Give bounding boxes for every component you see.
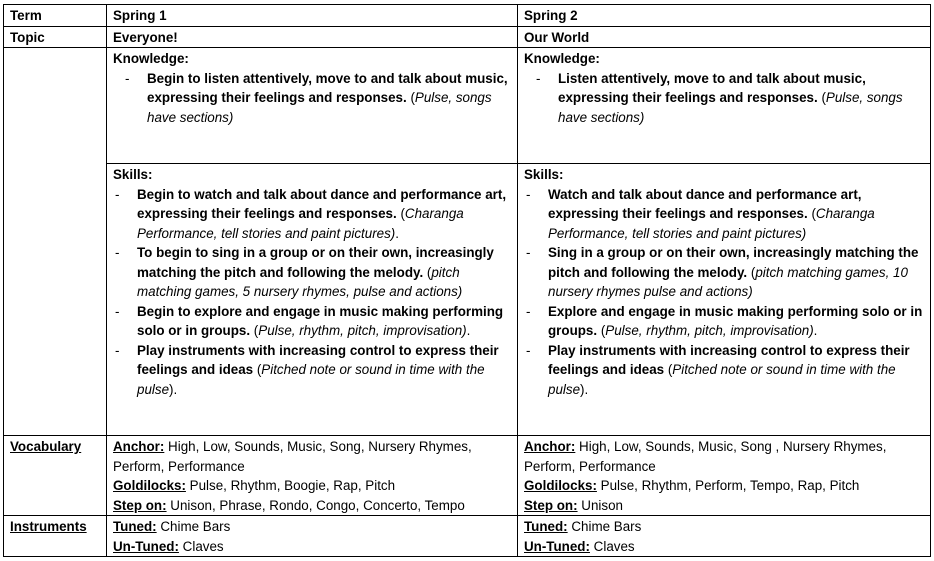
spring1-topic: Everyone! — [107, 26, 518, 48]
knowledge-row — [4, 48, 931, 164]
item-mid-text: ( — [250, 323, 259, 338]
topic-label: Topic — [4, 26, 107, 48]
item-bold-text: Play instruments with increasing control to express their feelings and ideas — [548, 342, 910, 377]
list-item — [113, 69, 511, 128]
goldilocks-words: Pulse, Rhythm, Boogie, Rap, Pitch — [185, 478, 396, 493]
list-item — [113, 185, 511, 244]
term-label: Term — [4, 5, 107, 27]
anchor-label: Anchor: — [524, 439, 576, 454]
step-on-label: Step on: — [524, 497, 578, 513]
untuned-instruments: Claves — [589, 538, 635, 554]
step-on-words: Unison, Phrase, Rondo, Congo, Concerto, Tempo — [166, 497, 465, 513]
spring1-term: Spring 1 — [107, 5, 518, 27]
spring1-skills-heading: Skills: — [113, 167, 153, 182]
instruments-label: Instruments — [4, 516, 107, 557]
item-tail-text: . — [813, 323, 818, 338]
item-bold-text: Sing in a group or on their own, increasingly matching the pitch and following the melody. — [548, 245, 919, 280]
skills-row — [4, 164, 931, 436]
item-bold-text: Watch and talk about dance and performance art, expressing their feelings and responses. — [548, 186, 862, 221]
spring1-knowledge-list — [113, 69, 511, 128]
spring2-topic: Our World — [518, 26, 931, 48]
tuned-instruments: Chime Bars — [567, 519, 642, 534]
item-ital-text: Pulse, songs have sections) — [558, 90, 903, 125]
item-mid-text: ( — [396, 206, 405, 221]
step-on-label: Step on: — [113, 497, 167, 513]
goldilocks-label: Goldilocks: — [524, 478, 597, 493]
item-tail-text: ). — [169, 381, 178, 397]
list-item — [524, 243, 924, 302]
anchor-words: High, Low, Sounds, Music, Song, Nursery Rhymes, Perform, Performance — [113, 439, 472, 474]
untuned-label: Un-Tuned: — [524, 538, 590, 554]
item-ital-text: Charanga Performance, tell stories and paint pictures) — [548, 206, 875, 241]
item-mid-text: ( — [423, 264, 432, 280]
spring2-vocabulary-cell — [518, 436, 931, 516]
list-item — [113, 302, 511, 341]
list-item — [524, 302, 924, 341]
untuned-instruments: Claves — [178, 538, 224, 554]
item-bold-text: Begin to explore and engage in music making performing solo or in groups. — [137, 303, 504, 338]
item-ital-text: Pitched note or sound in time with the pulse — [137, 362, 485, 397]
curriculum-table — [3, 4, 931, 557]
blank-label-cell — [4, 48, 107, 436]
item-ital-text: pitch matching games, 10 nursery rhymes pulse and actions) — [548, 264, 908, 299]
vocabulary-row — [4, 436, 931, 516]
spring1-instruments-cell — [107, 516, 518, 557]
item-mid-text: ( — [817, 90, 826, 105]
spring1-knowledge-cell — [107, 48, 518, 164]
tuned-label: Tuned: — [113, 519, 157, 534]
item-bold-text: Listen attentively, move to and talk about music, expressing their feelings and responses. — [558, 70, 866, 105]
item-bold-text: Begin to watch and talk about dance and performance art, expressing their feelings and responses. — [137, 186, 507, 221]
item-tail-text: . — [395, 225, 399, 241]
item-mid-text: ( — [664, 362, 673, 377]
item-bold-text: To begin to sing in a group or on their own, increasingly matching the pitch and following the melody. — [137, 245, 494, 280]
spring2-skills-cell — [518, 164, 931, 436]
item-mid-text: ( — [406, 90, 415, 105]
item-mid-text: ( — [807, 206, 816, 221]
item-mid-text: ( — [747, 264, 756, 280]
spring1-knowledge-heading: Knowledge: — [113, 51, 189, 66]
item-mid-text: ( — [597, 323, 606, 338]
spring2-term: Spring 2 — [518, 5, 931, 27]
anchor-words: High, Low, Sounds, Music, Song , Nursery Rhymes, Perform, Performance — [524, 439, 887, 474]
vocabulary-label: Vocabulary — [4, 436, 107, 516]
instruments-row — [4, 516, 931, 557]
tuned-label: Tuned: — [524, 519, 568, 534]
list-item — [524, 69, 924, 128]
step-on-words: Unison — [577, 497, 623, 513]
item-bold-text: Play instruments with increasing control to express their feelings and ideas — [137, 342, 499, 377]
item-tail-text: . — [466, 323, 471, 338]
item-bold-text: Explore and engage in music making performing solo or in groups. — [548, 303, 923, 338]
item-ital-text: Pulse, rhythm, pitch, improvisation) — [605, 323, 814, 338]
item-ital-text: Charanga Performance, tell stories and paint pictures) — [137, 206, 464, 241]
list-item — [524, 185, 924, 244]
spring2-knowledge-heading: Knowledge: — [524, 51, 600, 66]
term-row — [4, 5, 931, 27]
spring2-instruments-cell — [518, 516, 931, 557]
anchor-label: Anchor: — [113, 439, 165, 454]
item-tail-text: ). — [580, 381, 589, 397]
item-ital-text: Pulse, rhythm, pitch, improvisation) — [258, 323, 467, 338]
item-ital-text: Pulse, songs have sections) — [147, 90, 492, 125]
topic-row — [4, 26, 931, 48]
spring2-skills-list — [524, 185, 924, 400]
spring2-knowledge-list — [524, 69, 924, 128]
spring1-vocabulary-cell — [107, 436, 518, 516]
item-ital-text: Pitched note or sound in time with the pulse — [548, 362, 896, 397]
spring2-skills-heading: Skills: — [524, 167, 564, 182]
list-item — [113, 243, 511, 302]
tuned-instruments: Chime Bars — [156, 519, 231, 534]
spring1-skills-cell — [107, 164, 518, 436]
item-bold-text: Begin to listen attentively, move to and talk about music, expressing their feelings and responses. — [147, 70, 508, 105]
goldilocks-label: Goldilocks: — [113, 478, 186, 493]
list-item — [113, 341, 511, 400]
goldilocks-words: Pulse, Rhythm, Perform, Tempo, Rap, Pitch — [596, 478, 860, 493]
list-item — [524, 341, 924, 400]
item-mid-text: ( — [253, 362, 262, 377]
item-ital-text: pitch matching games, 5 nursery rhymes, pulse and actions) — [137, 264, 463, 299]
untuned-label: Un-Tuned: — [113, 538, 179, 554]
spring1-skills-list — [113, 185, 511, 400]
spring2-knowledge-cell — [518, 48, 931, 164]
